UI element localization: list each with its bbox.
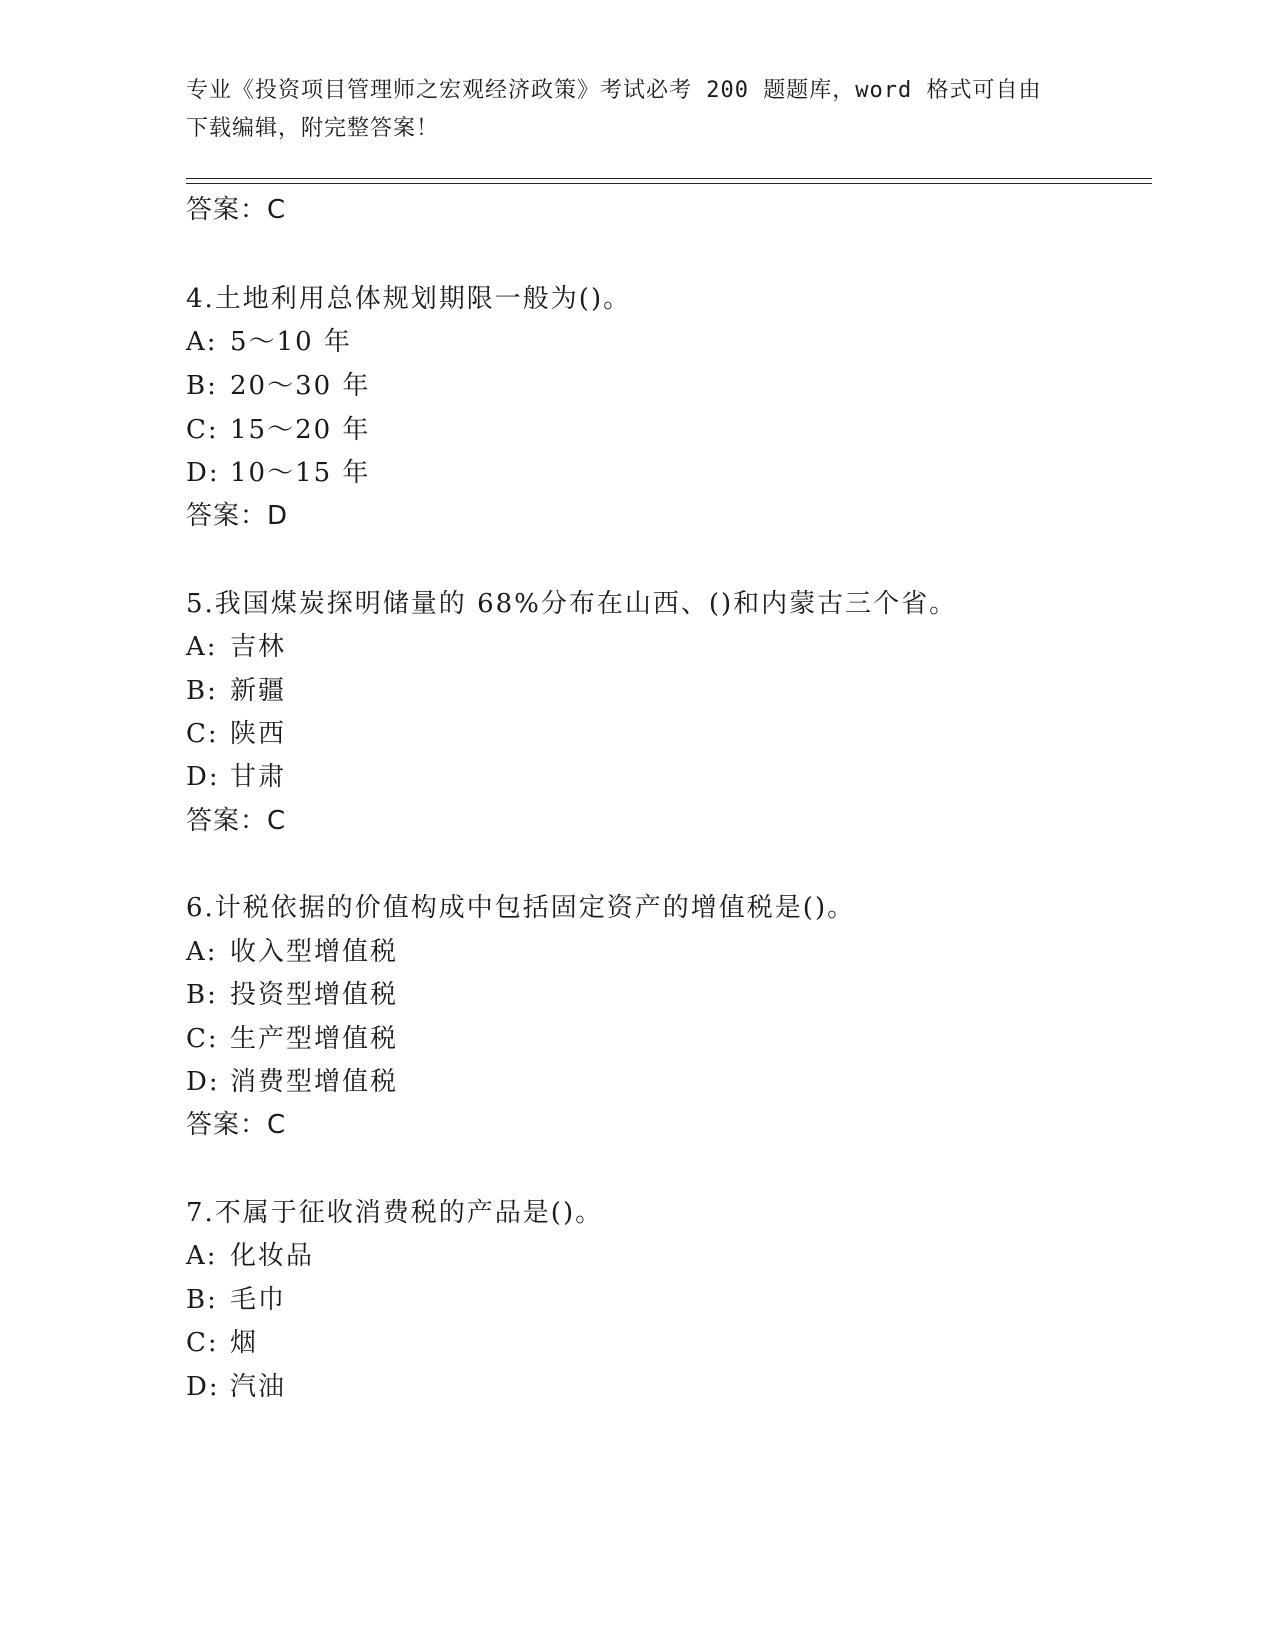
option-d	[186, 760, 286, 794]
option-d	[186, 1370, 286, 1404]
option-letter: B:	[186, 1285, 218, 1315]
option-text: 陕西	[230, 719, 287, 749]
option-letter: D:	[186, 1067, 220, 1097]
document-header	[186, 72, 1086, 148]
option-letter: A:	[186, 1241, 218, 1271]
option-letter: D:	[186, 458, 220, 488]
option-letter: B:	[186, 676, 218, 706]
option-d	[186, 1065, 398, 1099]
option-text: 毛巾	[230, 1285, 287, 1315]
option-b	[186, 978, 398, 1012]
option-b	[186, 369, 370, 403]
option-letter: A:	[186, 327, 218, 357]
option-letter: C:	[186, 415, 219, 445]
option-text: 投资型增值税	[230, 980, 399, 1010]
question-text: 7.不属于征收消费税的产品是()。	[186, 1198, 604, 1228]
option-text: 烟	[230, 1328, 259, 1358]
option-b	[186, 674, 286, 708]
option-text: 化妆品	[230, 1241, 315, 1271]
option-letter: A:	[186, 632, 218, 662]
option-c	[186, 1326, 258, 1360]
answer-line: 答案：D	[186, 501, 289, 531]
option-letter: C:	[186, 1024, 219, 1054]
option-letter: A:	[186, 937, 218, 967]
option-c	[186, 1022, 398, 1056]
option-a	[186, 325, 352, 359]
option-text: 20～30 年	[230, 371, 371, 401]
option-text: 吉林	[230, 632, 287, 662]
answer-line: 答案：C	[186, 806, 287, 836]
option-text: 消费型增值税	[230, 1067, 399, 1097]
option-letter: D:	[186, 1372, 220, 1402]
option-c	[186, 717, 286, 751]
option-text: 新疆	[230, 676, 287, 706]
option-a	[186, 935, 398, 969]
option-letter: C:	[186, 719, 219, 749]
answer-line: 答案：C	[186, 195, 287, 225]
option-text: 生产型增值税	[230, 1024, 399, 1054]
option-text: 10～15 年	[230, 458, 371, 488]
option-d	[186, 456, 370, 490]
option-letter: B:	[186, 371, 218, 401]
option-b	[186, 1283, 286, 1317]
header-line-2: 下载编辑，附完整答案！	[186, 116, 440, 141]
question-text: 4.土地利用总体规划期限一般为()。	[186, 284, 632, 314]
question-text: 5.我国煤炭探明储量的 68%分布在山西、()和内蒙古三个省。	[186, 589, 958, 619]
option-text: 汽油	[230, 1372, 287, 1402]
option-text: 15～20 年	[230, 415, 371, 445]
option-letter: B:	[186, 980, 218, 1010]
header-line-1: 专业《投资项目管理师之宏观经济政策》考试必考 200 题题库，word 格式可自由	[186, 78, 1042, 103]
option-text: 甘肃	[230, 762, 287, 792]
option-letter: D:	[186, 762, 220, 792]
option-a	[186, 630, 286, 664]
option-text: 收入型增值税	[230, 937, 399, 967]
answer-line: 答案：C	[186, 1110, 287, 1140]
option-text: 5～10 年	[230, 327, 352, 357]
question-text: 6.计税依据的价值构成中包括固定资产的增值税是()。	[186, 893, 856, 923]
option-letter: C:	[186, 1328, 219, 1358]
option-a	[186, 1239, 314, 1273]
header-divider-bottom	[186, 183, 1152, 184]
option-c	[186, 413, 370, 447]
header-divider-top	[186, 178, 1152, 179]
